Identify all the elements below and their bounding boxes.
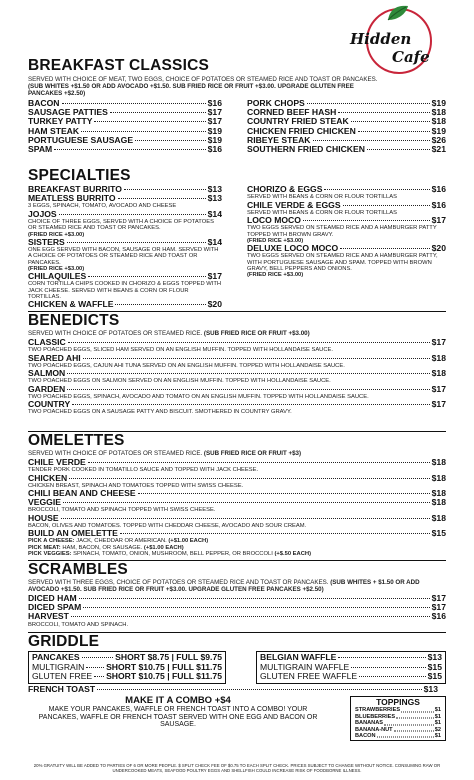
breakfast-title: BREAKFAST CLASSICS [28,57,210,74]
item-desc: CHOICE OF THREE EGGS, SERVED WITH A CHOICE OF POTATOES OR STEAMED RICE AND TOAST OR PANCAKES. [28,218,214,232]
topping-name: BANANA-NUT [355,726,393,733]
menu-item-row [28,514,446,523]
dot-leader [69,478,430,479]
item-desc: CORN TORTILLA CHIPS COOKED IN CHORIZO & EGGS TOPPED WITH JACK CHEESE. SERVED WITH BEANS & CORN OR FLOUR TORTILLAS. [28,281,222,300]
combo-title: MAKE IT A COMBO +$4 [125,695,231,707]
scrambles-section [28,560,446,628]
item-name: CHICKEN FRIED CHICKEN [247,125,356,136]
item-desc: TWO POACHED EGGS ON A SAUSAGE PATTY AND BISCUIT. SMOTHERED IN COUNTRY GRAVY. [28,409,292,416]
griddle-item-name: MULTIGRAIN WAFFLE [260,661,350,672]
dot-leader [86,667,104,668]
item-name: DICED SPAM [28,602,82,613]
menu-item-row [28,354,446,363]
scrambles-list [28,594,446,628]
topping-name: BANANAS [355,720,383,727]
item-price: $14 [207,208,222,219]
breakfast-desc: SERVED WITH CHOICE OF MEAT, TWO EGGS, CHOICE OF POTATOES OR STEAMED RICE AND TOAST OR PANCAKES. [28,76,378,83]
menu-item-row [28,594,446,603]
item-price: $17 [431,602,446,613]
topping-price: $1 [434,720,441,727]
menu-item-row [247,201,446,210]
item-name: CHICKEN & WAFFLE [28,299,114,310]
item-desc: ONE EGG SERVED WITH BACON, SAUSAGE OR HAM. SERVED WITH A CHOICE OF POTATOES OR STEAMED RICE AND TOAST OR PANCAKES. [28,247,219,266]
item-price: $16 [431,184,446,194]
omelettes-desc: SERVED WITH CHOICE OF POTATOES OR STEAMED RICE. [28,450,203,457]
griddle-item-name: GLUTEN FREE [32,671,93,682]
item-price: $17 [207,107,222,118]
build-option-extra: (+$1.00 EACH) [168,538,209,545]
griddle-item-price: $15 [427,661,442,672]
benedicts-desc: SERVED WITH CHOICE OF POTATOES OR STEAMED RICE. [28,330,203,337]
item-desc: 3 EGGS, SPINACH, TOMATO, AVOCADO AND CHEESE [28,203,177,210]
griddle-title: GRIDDLE [28,633,100,650]
item-desc: SERVED WITH BEANS & CORN OR FLOUR TORTILLAS [247,194,397,201]
griddle-item-price: $13 [427,652,442,662]
item-price: $18 [431,368,446,378]
item-extra: (FRIED RICE +$3.00) [247,272,304,279]
menu-item-row [28,369,446,378]
menu-item-row [28,194,222,203]
build-option [28,551,446,557]
item-price: $19 [207,134,222,145]
item-name: CHICKEN [28,472,68,483]
build-option-label: PICK MEAT: [28,544,61,551]
item-price: $16 [207,98,222,108]
griddle-item-options: SHORT $10.75 | FULL $11.75 [106,661,222,672]
omelettes-section [28,431,446,557]
item-name: SPAM [28,144,53,155]
build-option-label: PICK VEGGIES: [28,551,72,557]
dot-leader [338,657,425,658]
griddle-section [28,632,446,741]
dot-leader [62,103,206,104]
build-option-text: JACK, CHEDDAR OR AMERICAN. [76,538,167,545]
item-name: HOUSE [28,512,59,523]
item-price: $21 [431,144,446,155]
breakfast-upgrade: (SUB WHITES +$1.50 OR ADD AVOCADO +$1.50. SUB FRIED RICE OR FRUIT +$3.00. UPGRADE GLUTEN FREE PANCAKES +$2.50) [28,83,354,97]
dot-leader [351,121,430,122]
dot-leader [307,103,430,104]
item-desc: BROCCOLI, TOMATO AND SPINACH. [28,621,129,628]
menu-item-row [28,136,222,145]
menu-item-row [28,238,222,247]
item-name: CHORIZO & EGGS [247,184,323,194]
leaf-icon [384,4,412,22]
benedicts-upgrade: (SUB FRIED RICE OR FRUIT +$3.00) [203,330,310,337]
menu-item-row [28,338,446,347]
item-name: COUNTRY [28,399,71,409]
item-price: $18 [431,116,446,127]
combo-block [28,696,328,728]
menu-item-row [247,145,446,154]
topping-price: $1 [434,713,441,720]
dot-leader [82,657,114,658]
menu-item-row [28,612,446,621]
menu-item-row [28,300,222,309]
item-desc: TWO POACHED EGGS, CAJUN AHI TUNA SERVED ON AN ENGLISH MUFFIN. TOPPED WITH HOLLANDAISE SAUCE. [28,362,345,369]
griddle-item-name: GLUTEN FREE WAFFLE [260,671,358,682]
breakfast-left-list [28,99,222,154]
item-name: SISTERS [28,236,65,247]
dot-leader [343,205,430,206]
item-price: $16 [431,611,446,622]
item-name: BREAKFAST BURRITO [28,184,122,194]
menu-item-row [28,210,222,219]
griddle-item-name: PANCAKES [32,652,80,662]
dot-leader [377,732,434,738]
item-name: DELUXE LOCO MOCO [247,243,339,254]
dot-leader [81,131,206,132]
omelettes-upgrade: (SUB FRIED RICE OR FRUIT +$3) [203,450,302,457]
build-option-extra: (+$.50 EACH) [274,551,312,557]
omelette-build-options [28,538,446,557]
item-price: $18 [431,472,446,483]
specialties-section [28,168,446,309]
specialties-title: SPECIALTIES [28,167,131,184]
toppings-box [350,696,446,741]
dot-leader [367,149,430,150]
item-name: CHILAQUILES [28,271,87,282]
item-desc: TENDER PORK COOKED IN TOMATILLO SAUCE AND TOPPED WITH JACK CHEESE. [28,467,259,474]
item-price: $15 [431,528,446,539]
item-desc: BACON, OLIVES AND TOMATOES. TOPPED WITH CHEDDAR CHEESE, AVOCADO AND SOUR CREAM. [28,522,307,529]
menu-item-row [28,474,446,483]
griddle-item-row [32,672,222,682]
menu-item-row [28,385,446,394]
dot-leader [94,121,205,122]
item-price: $18 [431,488,446,498]
dot-leader [72,404,429,405]
item-desc: SERVED WITH BEANS & CORN OR FLOUR TORTILLAS [247,209,397,216]
build-option-text: SPINACH, TOMATO, ONION, MUSHROOM, BELL PEPPER, OR BROCCOLI [73,551,273,557]
toppings-list [355,707,441,739]
item-price: $18 [431,457,446,467]
item-name: SALMON [28,368,66,378]
menu-item-row [28,272,222,281]
griddle-pancakes-box [28,651,226,684]
item-price: $14 [207,236,222,247]
dot-leader [351,667,425,668]
item-price: $13 [207,184,222,194]
french-toast-row [28,685,438,695]
dot-leader [338,112,429,113]
dot-leader [359,676,426,677]
item-price: $20 [207,299,222,310]
griddle-item-row [260,672,442,682]
dot-leader [124,189,206,190]
dot-leader [71,616,430,617]
item-price: $17 [431,399,446,409]
item-name: PORK CHOPS [247,98,305,108]
item-name: BUILD AN OMELETTE [28,528,118,539]
item-price: $26 [431,134,446,145]
griddle-waffles-box [256,651,446,684]
scrambles-title: SCRAMBLES [28,561,128,578]
item-price: $20 [431,243,446,254]
item-extra: (FRIED RICE +$3.00) [28,231,85,238]
dot-leader [88,276,205,277]
logo-word-2: Cafe [392,48,430,66]
item-name: PORTUGUESE SAUSAGE [28,134,134,145]
griddle-item-price: $15 [427,671,442,682]
scrambles-upgrade: (SUB WHITES + $1.50 OR ADD AVOCADO +$1.50. SUB FRIED RICE OR FRUIT +$3.00. UPGRADE GLUTEN FREE PANCAKES +$2.50) [28,579,420,593]
build-option-extra: (+$1.00 EACH) [143,544,184,551]
item-desc: TWO POACHED EGGS, SPINACH, AVOCADO AND TOMATO ON AN ENGLISH MUFFIN. TOPPED WITH HOLLANDAISE SAUCE. [28,393,369,400]
build-option-text: HAM, BACON, OR SAUSAGE. [62,544,143,551]
dot-leader [61,518,430,519]
logo-word-1: Hidden [350,30,412,48]
dot-leader [303,220,430,221]
build-option-label: PICK A CHEESE: [28,538,75,545]
dot-leader [94,676,104,677]
menu-item-row [28,489,446,498]
item-price: $18 [431,512,446,523]
dot-leader [138,493,430,494]
dot-leader [68,342,430,343]
dot-leader [313,140,430,141]
item-price: $16 [431,199,446,210]
item-price: $17 [431,337,446,347]
item-name: DICED HAM [28,593,77,603]
topping-price: $1 [434,733,441,739]
item-name: LOCO MOCO [247,215,301,225]
item-name: COUNTRY FRIED STEAK [247,116,349,127]
item-name: GARDEN [28,383,66,394]
dot-leader [67,389,429,390]
topping-name: BACON [355,733,376,739]
menu-item-row [247,244,446,253]
menu-item-row [28,603,446,612]
dot-leader [83,607,429,608]
scrambles-desc: SERVED WITH THREE EGGS, CHOICE OF POTATOES OR STEAMED RICE AND TOAST OR PANCAKES. [28,579,329,586]
item-price: $19 [431,98,446,108]
item-price: $17 [431,593,446,603]
breakfast-right-list [247,99,446,154]
item-desc: TWO EGGS SERVED ON STEAMED RICE AND A HAMBURGER PATTY, WITH PORTUGUESE SAUSAGE AND SPAM. TOPPED WITH BROWN GRAVY, BELL PEPPERS AND ONIONS. [247,253,438,272]
menu-item-row [28,400,446,409]
dot-leader [79,598,430,599]
griddle-item-options: SHORT $8.75 | FULL $9.75 [115,652,222,662]
item-price: $19 [207,125,222,136]
item-name: CHILE VERDE & EGGS [247,199,341,210]
item-name: CLASSIC [28,337,66,347]
french-toast-name: FRENCH TOAST [28,683,96,694]
item-price: $19 [431,125,446,136]
topping-row [355,733,441,739]
item-name: TURKEY PATTY [28,116,93,127]
topping-name: STRAWBERRIES [355,707,401,714]
dot-leader [135,140,206,141]
item-name: SOUTHERN FRIED CHICKEN [247,144,365,155]
dot-leader [63,502,430,503]
menu-item-row [247,185,446,194]
dot-leader [110,112,206,113]
dot-leader [115,304,205,305]
item-name: VEGGIE [28,497,61,508]
item-name: HARVEST [28,611,69,622]
combo-desc: MAKE YOUR PANCAKES, WAFFLE OR FRENCH TOAST INTO A COMBO! YOUR PANCAKES, WAFFLE OR FRENCH TOAST SERVED WITH ONE EGG AND BACON OR SAUSAGE. [38,706,318,729]
footer-note: 20% GRATUITY WILL BE ADDED TO PARTIES OF 6 OR MORE PEOPLE. $ SPLIT CHECK FEE OF $0.75 TO EACH SPLIT CHECK. PRICES SUBJECT TO CHANGE WITHOUT NOTICE. CONSUMING RAW OR UNDERCOOKED MEATS, SEAFOOD POULTRY EGGS AND SHELLFISH COULD INCREASE RISK OF FOODBORNE ILLNESS. [33,763,441,773]
menu-item-row [28,498,446,507]
dot-leader [67,373,429,374]
griddle-item-options: SHORT $10.75 | FULL $11.75 [106,671,222,682]
item-extra: (FRIED RICE +$3.00) [247,237,304,244]
item-price: $18 [431,107,446,118]
omelettes-title: OMELETTES [28,432,125,449]
dot-leader [67,242,206,243]
item-extra: (FRIED RICE +$3.00) [28,265,85,272]
item-name: SEARED AHI [28,352,81,363]
griddle-item-name: MULTIGRAIN [32,661,85,672]
menu-item-row [28,529,446,538]
benedicts-list [28,338,446,416]
dot-leader [358,131,430,132]
item-name: CORNED BEEF HASH [247,107,337,118]
menu-item-row [28,458,446,467]
topping-price: $2 [434,726,441,733]
dot-leader [120,533,430,534]
item-price: $17 [207,116,222,127]
item-desc: CHICKEN BREAST, SPINACH AND TOMATOES TOPPED WITH SWISS CHEESE. [28,482,244,489]
menu-item-row [28,145,222,154]
item-price: $17 [431,383,446,394]
topping-price: $1 [434,707,441,714]
item-price: $13 [207,193,222,204]
item-name: SAUSAGE PATTIES [28,107,108,118]
item-name: CHILE VERDE [28,457,86,467]
benedicts-title: BENEDICTS [28,312,120,329]
dot-leader [340,248,429,249]
item-price: $16 [207,144,222,155]
item-desc: TWO POACHED EGGS ON SALMON SERVED ON AN ENGLISH MUFFIN. TOPPED WITH HOLLANDAISE SAUCE. [28,378,331,385]
griddle-item-name: BELGIAN WAFFLE [260,652,337,662]
item-name: MEATLESS BURRITO [28,193,116,204]
specialties-right-list [247,185,446,309]
item-desc: TWO EGGS SERVED ON STEAMED RICE AND A HAMBURGER PATTY TOPPED WITH BROWN GRAVY. [247,225,437,238]
item-price: $18 [431,497,446,508]
dot-leader [324,189,429,190]
item-desc: TWO POACHED EGGS, SLICED HAM SERVED ON AN ENGLISH MUFFIN. TOPPED WITH HOLLANDAISE SAUCE. [28,347,334,354]
breakfast-section [28,58,446,154]
item-desc: BROCCOLI, TOMATO AND SPINACH TOPPED WITH SWISS CHEESE. [28,507,216,514]
dot-leader [83,358,430,359]
dot-leader [59,214,206,215]
item-price: $17 [431,215,446,225]
dot-leader [88,462,430,463]
menu-item-row [247,216,446,225]
topping-name: BLUEBERRIES [355,713,396,720]
specialties-left-list [28,185,222,309]
toppings-title: TOPPINGS [376,697,420,708]
item-name: CHILI BEAN AND CHEESE [28,488,136,498]
dot-leader [118,198,206,199]
benedicts-section [28,311,446,416]
dot-leader [54,149,205,150]
item-name: RIBEYE STEAK [247,134,311,145]
item-price: $18 [431,352,446,363]
item-name: JOJOS [28,208,57,219]
item-name: BACON [28,98,60,108]
item-name: HAM STEAK [28,125,80,136]
item-price: $17 [207,271,222,282]
french-toast-price: $13 [423,683,438,694]
omelettes-list [28,458,446,538]
